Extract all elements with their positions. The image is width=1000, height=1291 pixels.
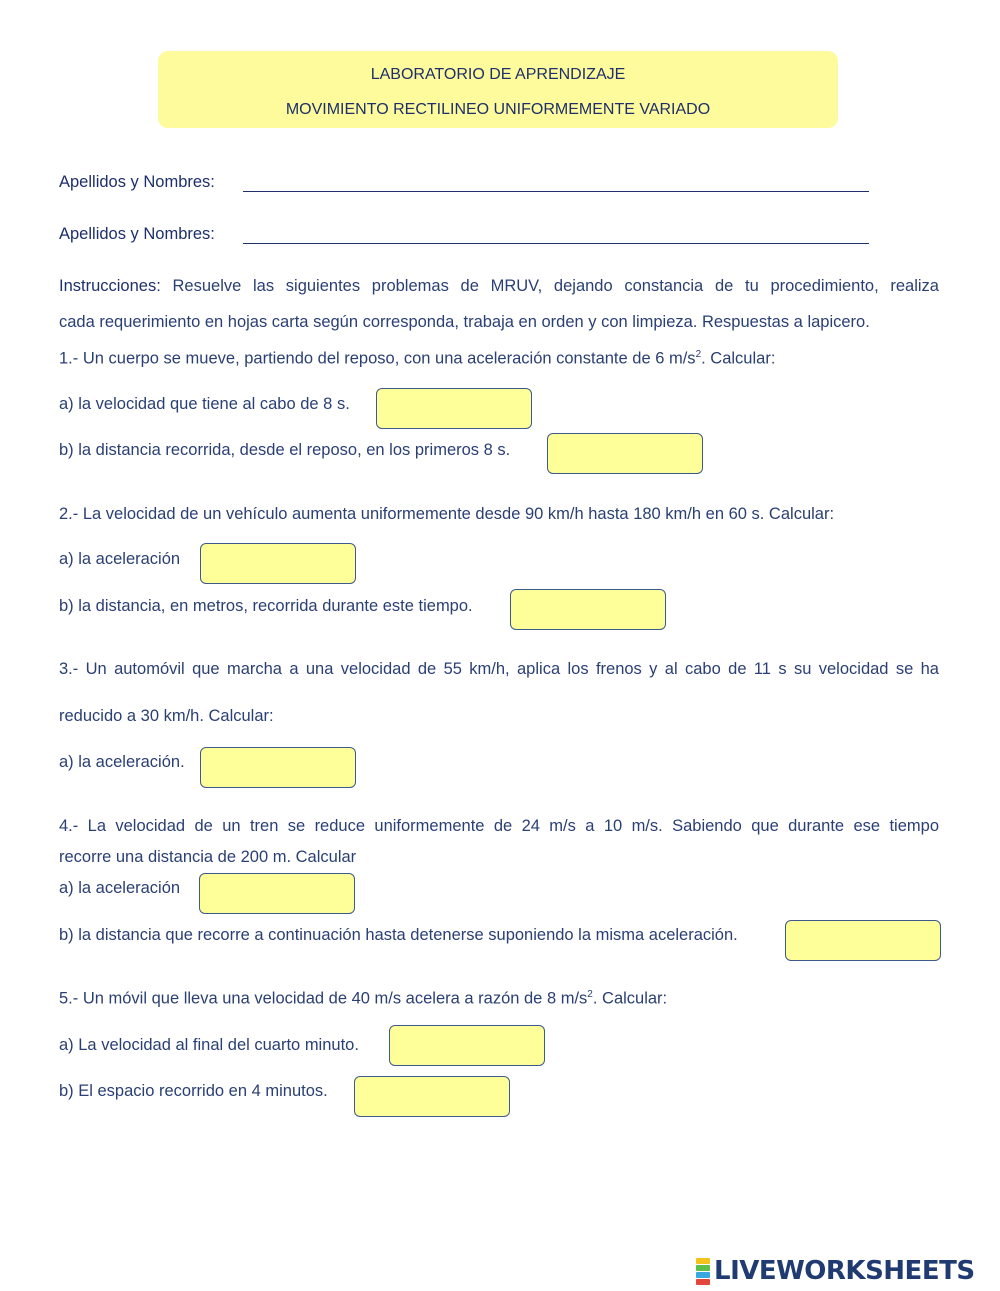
answer-1b-input[interactable]	[547, 433, 703, 474]
answer-5a-input[interactable]	[389, 1025, 545, 1066]
problem-5-statement: 5.- Un móvil que lleva una velocidad de 40 m/s acelera a razón de 8 $m/s^2$. Calcular:	[59, 989, 668, 1008]
logo-blocks-icon	[696, 1257, 710, 1285]
problem-1-statement: 1.- Un cuerpo se mueve, partiendo del reposo, con una aceleración constante de 6 $m/s^2$. Calcular:	[59, 349, 776, 368]
instructions-label: Instrucciones:	[59, 277, 161, 295]
logo-block	[696, 1272, 710, 1278]
problem-2-statement: 2.- La velocidad de un vehículo aumenta uniformemente desde 90 km/h hasta 180 km/h en 60 s. Calcular:	[59, 505, 835, 523]
logo-block	[696, 1265, 710, 1271]
liveworksheets-logo	[696, 1256, 975, 1286]
instructions-text-1: Resuelve las siguientes problemas de MRUV, dejando constancia de tu procedimiento, realiza	[172, 277, 939, 295]
problem-5b-text: b) El espacio recorrido en 4 minutos.	[59, 1082, 328, 1100]
problem-1a-text: a) la velocidad que tiene al cabo de 8 s.	[59, 395, 350, 413]
problem-4a-text: a) la aceleración	[59, 879, 181, 897]
problem-3-statement-1: 3.- Un automóvil que marcha a una velocidad de 55 km/h, aplica los frenos y al cabo de 11 s su velocidad se ha	[59, 660, 939, 678]
name-underline-2[interactable]	[243, 243, 869, 244]
answer-3a-input[interactable]	[200, 747, 356, 788]
problem-3a-text: a) la aceleración.	[59, 753, 185, 771]
answer-2a-input[interactable]	[200, 543, 356, 584]
title-line-1: LABORATORIO DE APRENDIZAJE	[370, 66, 626, 83]
name-label-1: Apellidos y Nombres:	[59, 173, 215, 191]
answer-4a-input[interactable]	[199, 873, 355, 914]
name-underline-1[interactable]	[243, 191, 869, 192]
answer-2b-input[interactable]	[510, 589, 666, 630]
problem-1b-text: b) la distancia recorrida, desde el reposo, en los primeros 8 s.	[59, 441, 511, 459]
problem-4-statement-1: 4.- La velocidad de un tren se reduce uniformemente de 24 m/s a 10 m/s. Sabiendo que durante ese tiempo	[59, 817, 939, 835]
answer-5b-input[interactable]	[354, 1076, 510, 1117]
problem-4-statement-2: recorre una distancia de 200 m. Calcular	[59, 848, 357, 866]
answer-4b-input[interactable]	[785, 920, 941, 961]
problem-2b-text: b) la distancia, en metros, recorrida durante este tiempo.	[59, 597, 473, 615]
problem-5a-text: a) La velocidad al final del cuarto minuto.	[59, 1036, 359, 1054]
name-label-2: Apellidos y Nombres:	[59, 225, 215, 243]
problem-3-statement-2: reducido a 30 km/h. Calcular:	[59, 707, 274, 725]
problem-2a-text: a) la aceleración	[59, 550, 181, 568]
logo-block	[696, 1279, 710, 1285]
title-line-2: MOVIMIENTO RECTILINEO UNIFORMEMENTE VARIADO	[285, 101, 711, 118]
logo-block	[696, 1258, 710, 1264]
instructions-line-1	[59, 277, 939, 296]
title-banner	[158, 51, 838, 128]
answer-1a-input[interactable]	[376, 388, 532, 429]
instructions-line-2: cada requerimiento en hojas carta según corresponda, trabaja en orden y con limpieza. Respuestas a lapicero.	[59, 313, 870, 331]
logo-text: LIVEWORKSHEETS	[714, 1256, 975, 1286]
problem-4b-text: b) la distancia que recorre a continuación hasta detenerse suponiendo la misma aceleración.	[59, 926, 738, 944]
